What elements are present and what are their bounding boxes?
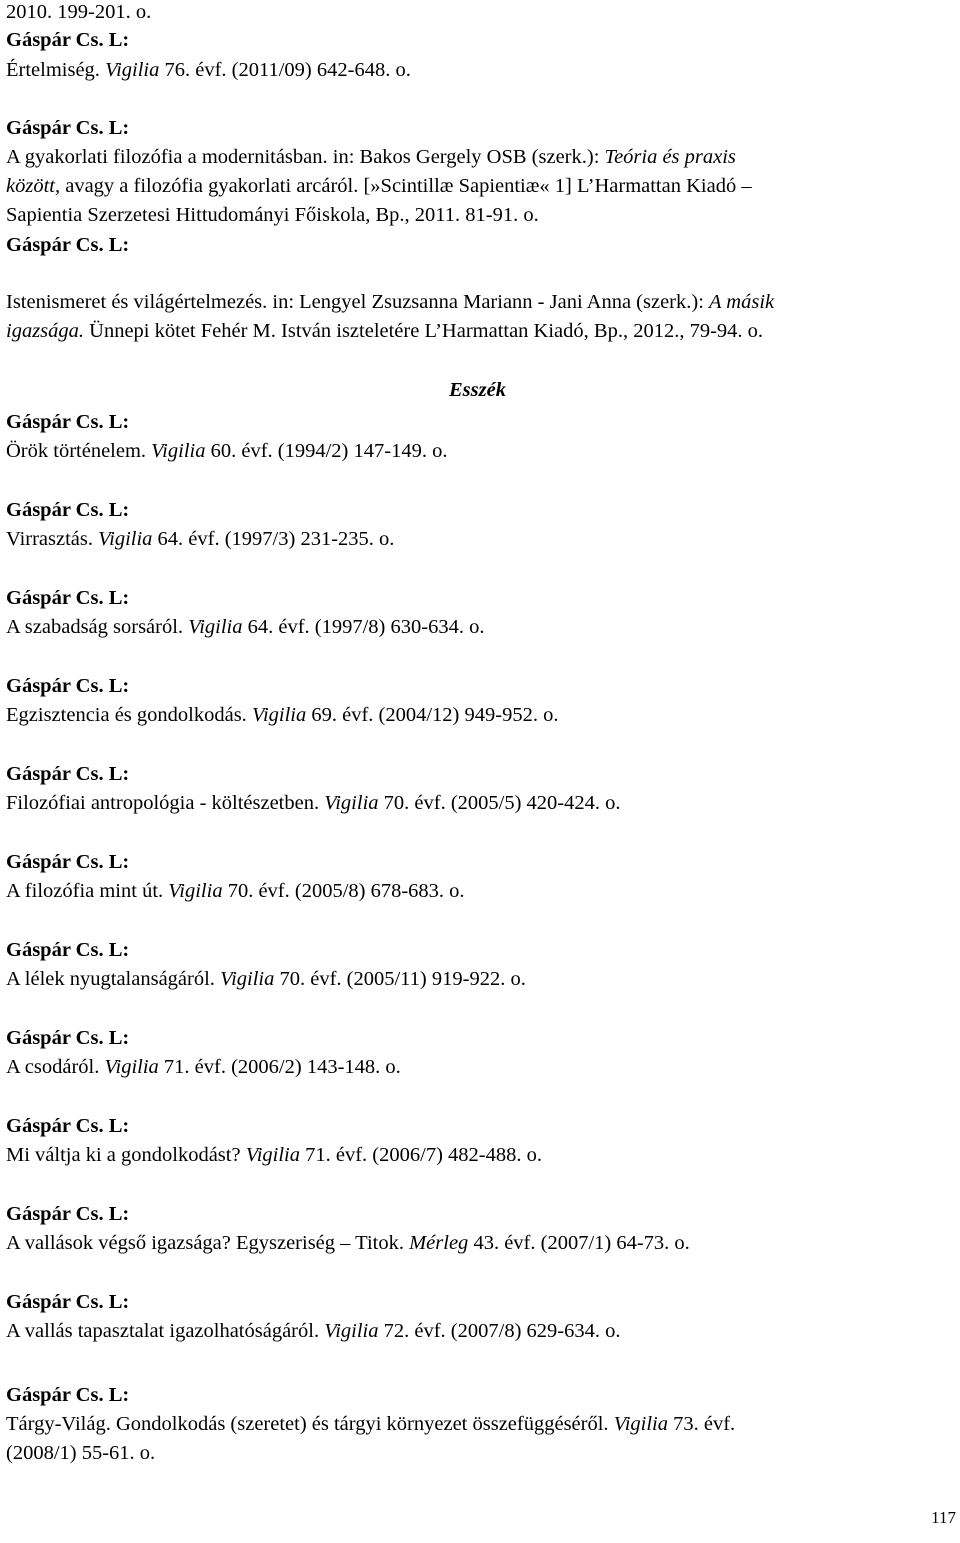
book-title: Teória és praxis — [604, 146, 736, 168]
citation-line: A filozófia mint út. Vigilia 70. évf. (2005/8) 678-683. o. — [6, 880, 465, 902]
section-heading: Esszék — [449, 379, 506, 401]
author-name: Gáspár Cs. L: — [6, 851, 130, 873]
citation-line: Örök történelem. Vigilia 60. évf. (1994/2) 147-149. o. — [6, 440, 448, 462]
journal-name: Vigilia — [98, 528, 153, 550]
citation-line: Értelmiség. Vigilia 76. évf. (2011/09) 642-648. o. — [6, 59, 411, 81]
journal-name: Vigilia — [188, 616, 243, 638]
page-number: 117 — [931, 1508, 956, 1527]
journal-name: Vigilia — [245, 1144, 300, 1166]
citation-line: Virrasztás. Vigilia 64. évf. (1997/3) 231-235. o. — [6, 528, 395, 550]
citation-line: (2008/1) 55-61. o. — [6, 1442, 156, 1464]
citation-line: Filozófiai antropológia - költészetben. Vigilia 70. évf. (2005/5) 420-424. o. — [6, 792, 621, 814]
citation-line: A gyakorlati filozófia a modernitásban. in: Bakos Gergely OSB (szerk.): Teória és praxis — [6, 146, 736, 168]
author-name: Gáspár Cs. L: — [6, 117, 130, 139]
citation-line: Sapientia Szerzetesi Hittudományi Főiskola, Bp., 2011. 81-91. o. — [6, 204, 539, 226]
author-name: Gáspár Cs. L: — [6, 499, 130, 521]
citation-line: A vallások végső igazsága? Egyszeriség – Titok. Mérleg 43. évf. (2007/1) 64-73. o. — [6, 1232, 690, 1254]
book-title: igazsága. — [6, 320, 85, 342]
author-name: Gáspár Cs. L: — [6, 1115, 130, 1137]
author-name: Gáspár Cs. L: — [6, 1384, 130, 1406]
author-name: Gáspár Cs. L: — [6, 587, 130, 609]
journal-name: Vigilia — [220, 968, 275, 990]
journal-name: Vigilia — [151, 440, 206, 462]
citation-line: Egzisztencia és gondolkodás. Vigilia 69. évf. (2004/12) 949-952. o. — [6, 704, 559, 726]
author-name: Gáspár Cs. L: — [6, 1203, 130, 1225]
citation-line: A csodáról. Vigilia 71. évf. (2006/2) 143-148. o. — [6, 1056, 401, 1078]
book-title: között, — [6, 175, 61, 197]
journal-name: Vigilia — [324, 1320, 379, 1342]
journal-name: Vigilia — [168, 880, 223, 902]
author-name: Gáspár Cs. L: — [6, 939, 130, 961]
citation-line: A szabadság sorsáról. Vigilia 64. évf. (1997/8) 630-634. o. — [6, 616, 485, 638]
author-name: Gáspár Cs. L: — [6, 29, 130, 51]
citation-line: 2010. 199-201. o. — [6, 1, 152, 23]
journal-name: Vigilia — [105, 59, 160, 81]
author-name: Gáspár Cs. L: — [6, 411, 130, 433]
journal-name: Vigilia — [613, 1413, 668, 1435]
book-title: A másik — [709, 291, 775, 313]
author-name: Gáspár Cs. L: — [6, 1291, 130, 1313]
journal-name: Vigilia — [104, 1056, 159, 1078]
citation-line: Mi váltja ki a gondolkodást? Vigilia 71. évf. (2006/7) 482-488. o. — [6, 1144, 542, 1166]
citation-line: között, avagy a filozófia gyakorlati arcáról. [»Scintillæ Sapientiæ« 1] L’Harmattan Kiadó – — [6, 175, 752, 197]
author-name: Gáspár Cs. L: — [6, 234, 130, 256]
author-name: Gáspár Cs. L: — [6, 675, 130, 697]
journal-name: Vigilia — [324, 792, 379, 814]
journal-name: Vigilia — [251, 704, 307, 726]
journal-name: Mérleg — [409, 1232, 469, 1254]
citation-line: A lélek nyugtalanságáról. Vigilia 70. évf. (2005/11) 919-922. o. — [6, 968, 526, 990]
author-name: Gáspár Cs. L: — [6, 1027, 130, 1049]
citation-line: Istenismeret és világértelmezés. in: Lengyel Zsuzsanna Mariann - Jani Anna (szerk.): A másik — [6, 291, 775, 313]
author-name: Gáspár Cs. L: — [6, 763, 130, 785]
citation-line: Tárgy-Világ. Gondolkodás (szeretet) és tárgyi környezet összefüggéséről. Vigilia 73. évf. — [6, 1413, 736, 1435]
citation-line: igazsága. Ünnepi kötet Fehér M. István iszteletére L’Harmattan Kiadó, Bp., 2012., 79-94. o. — [6, 320, 764, 342]
citation-line: A vallás tapasztalat igazolhatóságáról. Vigilia 72. évf. (2007/8) 629-634. o. — [6, 1320, 621, 1342]
